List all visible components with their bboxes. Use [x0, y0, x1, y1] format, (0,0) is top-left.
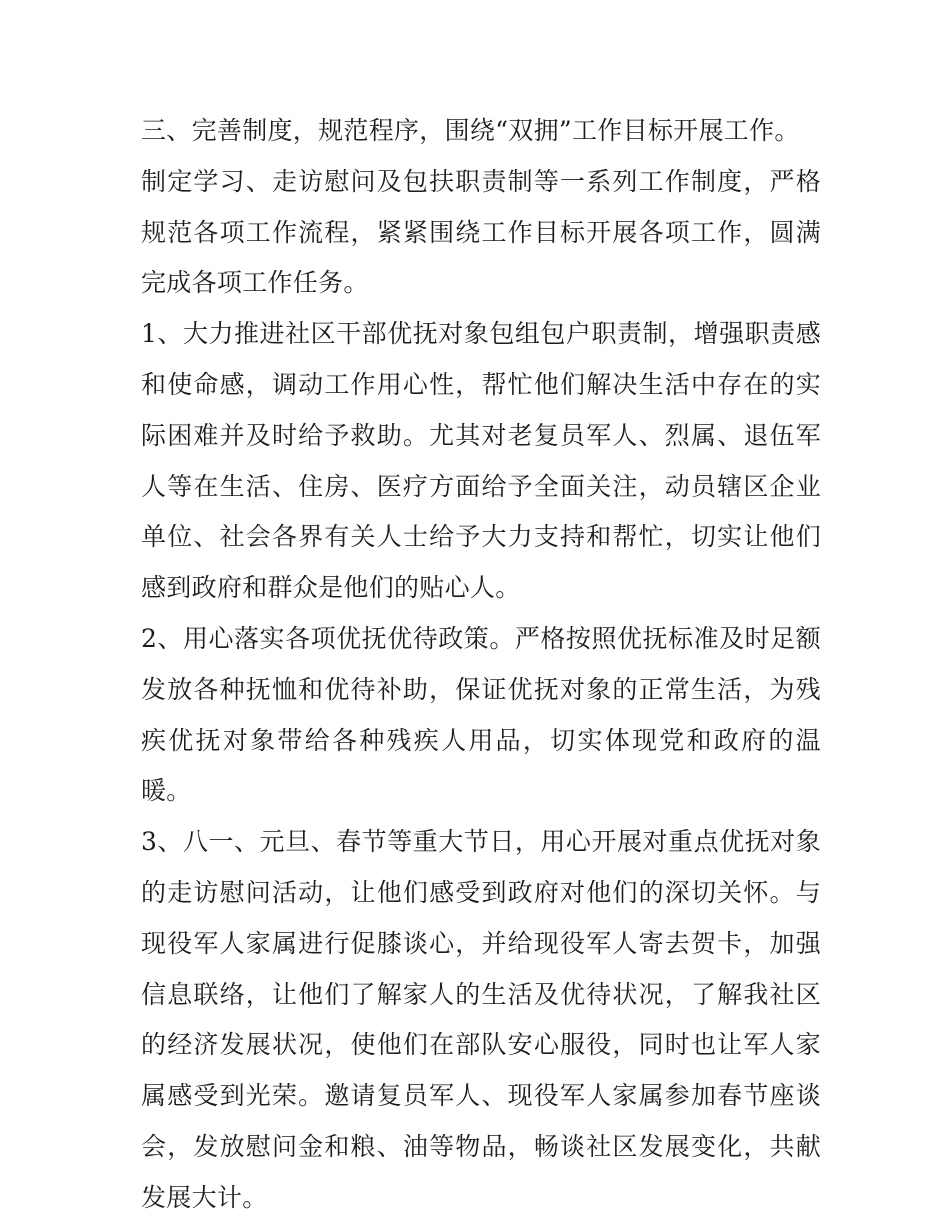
intro-paragraph: 制定学习、走访慰问及包扶职责制等一系列工作制度，严格规范各项工作流程，紧紧围绕工作目标开展各项工作，圆满完成各项工作任务。 [141, 166, 821, 298]
item-paragraph-1: 1、大力推进社区干部优抚对象包组包户职责制，增强职责感和使命感，调动工作用心性，帮忙他们解决生活中存在的实际困难并及时给予救助。尤其对老复员军人、烈属、退伍军人等在生活、住房、医疗方面给予全面关注，动员辖区企业单位、社会各界有关人士给予大力支持和帮忙，切实让他们感到政府和群众是他们的贴心人。 [141, 319, 821, 603]
section-heading-3: 三、完善制度，规范程序，围绕“双拥”工作目标开展工作。 [141, 116, 800, 145]
item-paragraph-3: 3、八一、元旦、春节等重大节日，用心开展对重点优抚对象的走访慰问活动，让他们感受到政府对他们的深切关怀。与现役军人家属进行促膝谈心，并给现役军人寄去贺卡，加强信息联络，让他们了解家人的生活及优待状况，了解我社区的经济发展状况，使他们在部队安心服役，同时也让军人家属感受到光荣。邀请复员军人、现役军人家属参加春节座谈会，发放慰问金和粮、油等物品，畅谈社区发展变化，共献发展大计。 [141, 827, 821, 1212]
document-body [141, 106, 821, 1224]
item-paragraph-2: 2、用心落实各项优抚优待政策。严格按照优抚标准及时足额发放各种抚恤和优待补助，保证优抚对象的正常生活，为残疾优抚对象带给各种残疾人用品，切实体现党和政府的温暖。 [141, 623, 821, 806]
